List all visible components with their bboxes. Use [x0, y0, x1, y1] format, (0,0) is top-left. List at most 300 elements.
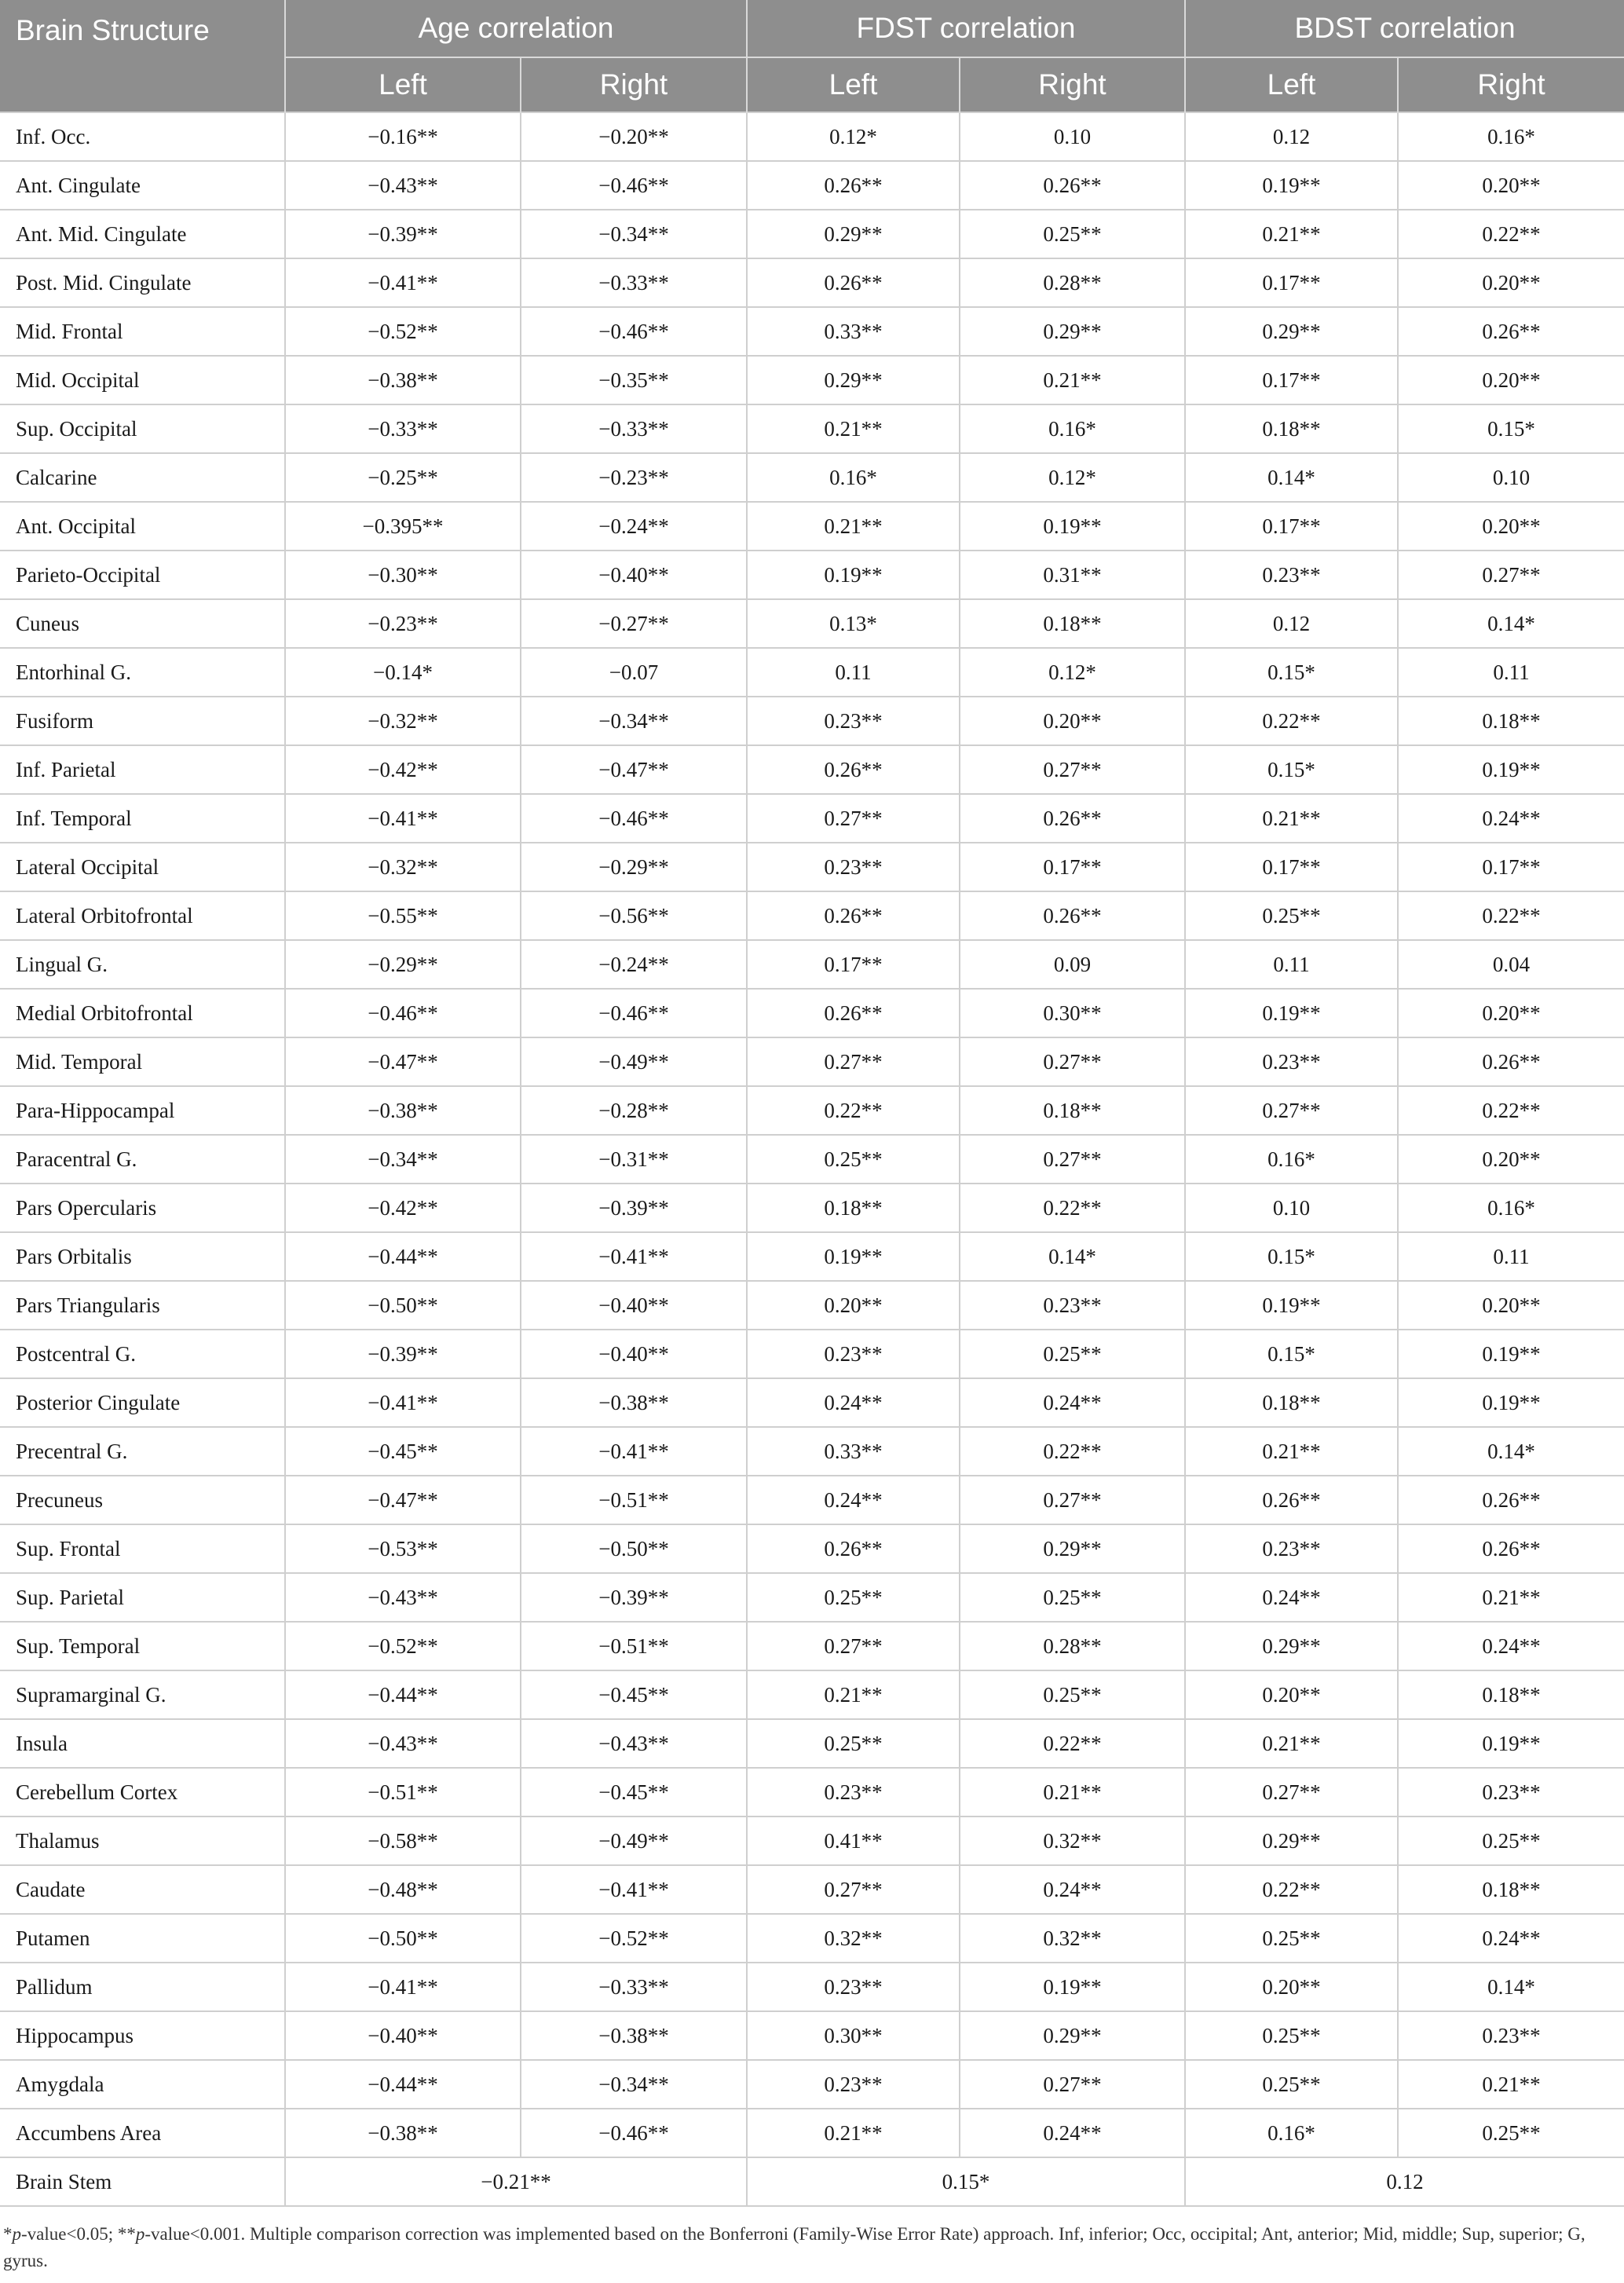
table-row	[0, 2060, 1624, 2109]
correlation-cell: 0.24**	[960, 2109, 1185, 2157]
correlation-cell: 0.21**	[1185, 1719, 1398, 1768]
correlation-cell: −0.48**	[285, 1865, 521, 1914]
correlation-cell: 0.27**	[1185, 1768, 1398, 1817]
correlation-cell: −0.40**	[521, 551, 747, 599]
correlation-cell: −0.50**	[285, 1281, 521, 1330]
table-row	[0, 404, 1624, 453]
correlation-cell: 0.29**	[747, 210, 960, 258]
correlation-cell: −0.23**	[285, 599, 521, 648]
correlation-cell: 0.26**	[747, 891, 960, 940]
correlation-cell: −0.38**	[285, 1086, 521, 1135]
correlation-cell: −0.49**	[521, 1817, 747, 1865]
fdst-left-header: Left	[747, 57, 960, 112]
structure-name-cell: Lateral Occipital	[0, 843, 285, 891]
correlation-cell: 0.21**	[1398, 1573, 1624, 1622]
table-row	[0, 1184, 1624, 1232]
table-row	[0, 794, 1624, 843]
correlation-cell: 0.29**	[1185, 307, 1398, 356]
correlation-cell: −0.30**	[285, 551, 521, 599]
correlation-cell: −0.38**	[285, 356, 521, 404]
correlation-cell: 0.12*	[960, 453, 1185, 502]
structure-name-cell: Inf. Occ.	[0, 112, 285, 161]
correlation-cell: 0.12	[1185, 599, 1398, 648]
correlation-cell: −0.39**	[521, 1573, 747, 1622]
correlation-cell: 0.20**	[1398, 161, 1624, 210]
correlation-cell: −0.51**	[285, 1768, 521, 1817]
correlation-cell: −0.29**	[285, 940, 521, 989]
correlation-cell: 0.20**	[1398, 356, 1624, 404]
correlation-cell: 0.16*	[1185, 2109, 1398, 2157]
correlation-cell: 0.18**	[1185, 404, 1398, 453]
table-row	[0, 1914, 1624, 1963]
correlation-cell: −0.38**	[521, 1378, 747, 1427]
structure-name-cell: Putamen	[0, 1914, 285, 1963]
correlation-cell: 0.27**	[1185, 1086, 1398, 1135]
correlation-cell: −0.32**	[285, 843, 521, 891]
correlation-cell: 0.19**	[1185, 989, 1398, 1037]
correlation-cell: −0.33**	[521, 1963, 747, 2011]
correlation-cell: 0.14*	[1398, 599, 1624, 648]
correlation-cell: 0.09	[960, 940, 1185, 989]
correlation-cell: 0.19**	[960, 502, 1185, 551]
structure-name-cell: Ant. Cingulate	[0, 161, 285, 210]
correlation-cell: 0.26**	[1185, 1476, 1398, 1524]
correlation-cell: −0.42**	[285, 1184, 521, 1232]
correlation-cell: −0.43**	[285, 1719, 521, 1768]
correlation-cell: 0.19**	[1398, 745, 1624, 794]
correlation-cell: −0.24**	[521, 940, 747, 989]
table-row	[0, 1719, 1624, 1768]
correlation-cell: 0.19**	[1398, 1378, 1624, 1427]
table-row	[0, 648, 1624, 697]
footnote-p-1: p	[12, 2224, 21, 2244]
table-body	[0, 112, 1624, 2206]
correlation-cell: 0.24**	[1398, 1622, 1624, 1670]
correlation-cell: 0.27**	[960, 1135, 1185, 1184]
correlation-cell: −0.07	[521, 648, 747, 697]
correlation-cell: 0.19**	[1185, 1281, 1398, 1330]
merged-correlation-cell: 0.12	[1185, 2157, 1624, 2206]
correlation-cell: 0.23**	[747, 697, 960, 745]
correlation-cell: −0.41**	[521, 1865, 747, 1914]
correlation-cell: 0.22**	[960, 1184, 1185, 1232]
correlation-cell: 0.15*	[1185, 1232, 1398, 1281]
correlation-cell: 0.16*	[1398, 1184, 1624, 1232]
structure-name-cell: Pars Orbitalis	[0, 1232, 285, 1281]
correlation-cell: −0.43**	[285, 161, 521, 210]
correlation-cell: 0.11	[1398, 648, 1624, 697]
correlation-cell: 0.27**	[747, 1037, 960, 1086]
table-row	[0, 1281, 1624, 1330]
correlation-cell: 0.18**	[747, 1184, 960, 1232]
correlation-cell: 0.17**	[1185, 258, 1398, 307]
correlation-cell: −0.16**	[285, 112, 521, 161]
table-row	[0, 1476, 1624, 1524]
correlation-cell: 0.25**	[1185, 891, 1398, 940]
bdst-right-header: Right	[1398, 57, 1624, 112]
correlation-cell: 0.25**	[960, 1670, 1185, 1719]
correlation-cell: −0.34**	[521, 2060, 747, 2109]
correlation-cell: −0.41**	[285, 258, 521, 307]
correlation-cell: 0.16*	[747, 453, 960, 502]
correlation-cell: 0.22**	[1398, 1086, 1624, 1135]
correlation-cell: −0.40**	[521, 1330, 747, 1378]
correlation-cell: −0.29**	[521, 843, 747, 891]
correlation-cell: −0.43**	[285, 1573, 521, 1622]
table-row	[0, 1768, 1624, 1817]
table-row	[0, 843, 1624, 891]
correlation-cell: 0.32**	[960, 1914, 1185, 1963]
structure-name-cell: Fusiform	[0, 697, 285, 745]
correlation-cell: 0.20**	[1398, 1135, 1624, 1184]
correlation-cell: −0.46**	[521, 161, 747, 210]
footnote-star-2: **	[117, 2224, 136, 2244]
correlation-cell: 0.25**	[1185, 1914, 1398, 1963]
correlation-cell: 0.29**	[960, 307, 1185, 356]
correlation-cell: 0.12*	[960, 648, 1185, 697]
correlation-cell: 0.18**	[1398, 697, 1624, 745]
correlation-cell: 0.23**	[747, 1963, 960, 2011]
correlation-cell: 0.20**	[1398, 989, 1624, 1037]
structure-name-cell: Ant. Mid. Cingulate	[0, 210, 285, 258]
correlation-cell: 0.17**	[1398, 843, 1624, 891]
table-row	[0, 1232, 1624, 1281]
correlation-cell: 0.29**	[747, 356, 960, 404]
correlation-cell: 0.24**	[747, 1378, 960, 1427]
correlation-cell: −0.39**	[285, 1330, 521, 1378]
structure-name-cell: Post. Mid. Cingulate	[0, 258, 285, 307]
correlation-cell: 0.27**	[960, 1476, 1185, 1524]
structure-name-cell: Insula	[0, 1719, 285, 1768]
correlation-cell: 0.15*	[1398, 404, 1624, 453]
correlation-cell: 0.20**	[1398, 502, 1624, 551]
correlation-cell: −0.46**	[521, 307, 747, 356]
table-row	[0, 1378, 1624, 1427]
structure-name-cell: Postcentral G.	[0, 1330, 285, 1378]
correlation-cell: −0.47**	[521, 745, 747, 794]
correlation-cell: 0.29**	[1185, 1622, 1398, 1670]
fdst-correlation-header: FDST correlation	[747, 0, 1185, 57]
correlation-cell: 0.25**	[1398, 2109, 1624, 2157]
table-row	[0, 1524, 1624, 1573]
bdst-correlation-header: BDST correlation	[1185, 0, 1624, 57]
correlation-cell: 0.30**	[960, 989, 1185, 1037]
correlation-cell: −0.43**	[521, 1719, 747, 1768]
correlation-cell: −0.44**	[285, 2060, 521, 2109]
correlation-cell: −0.52**	[521, 1914, 747, 1963]
structure-name-cell: Calcarine	[0, 453, 285, 502]
correlation-cell: 0.31**	[960, 551, 1185, 599]
structure-name-cell: Mid. Occipital	[0, 356, 285, 404]
age-left-header: Left	[285, 57, 521, 112]
correlation-cell: 0.25**	[960, 1573, 1185, 1622]
correlation-cell: 0.19**	[1398, 1330, 1624, 1378]
correlation-cell: 0.24**	[1398, 794, 1624, 843]
bdst-left-header: Left	[1185, 57, 1398, 112]
footnote-text-1: -value<0.05;	[21, 2224, 118, 2244]
correlation-cell: 0.27**	[960, 745, 1185, 794]
correlation-cell: 0.22**	[1185, 697, 1398, 745]
correlation-cell: 0.25**	[1398, 1817, 1624, 1865]
correlation-cell: 0.19**	[1398, 1719, 1624, 1768]
correlation-cell: −0.41**	[285, 1963, 521, 2011]
correlation-cell: 0.17**	[1185, 843, 1398, 891]
structure-name-cell: Medial Orbitofrontal	[0, 989, 285, 1037]
correlation-cell: 0.15*	[1185, 745, 1398, 794]
correlation-cell: 0.15*	[1185, 648, 1398, 697]
correlation-cell: 0.22**	[1185, 1865, 1398, 1914]
structure-name-cell: Pars Opercularis	[0, 1184, 285, 1232]
correlation-cell: −0.28**	[521, 1086, 747, 1135]
correlation-cell: 0.24**	[1398, 1914, 1624, 1963]
correlation-cell: 0.28**	[960, 258, 1185, 307]
correlation-cell: 0.17**	[1185, 502, 1398, 551]
table-row	[0, 1963, 1624, 2011]
table-row	[0, 1622, 1624, 1670]
correlation-cell: −0.49**	[521, 1037, 747, 1086]
correlation-cell: 0.12*	[747, 112, 960, 161]
correlation-cell: −0.38**	[285, 2109, 521, 2157]
structure-name-cell: Thalamus	[0, 1817, 285, 1865]
correlation-cell: 0.32**	[960, 1817, 1185, 1865]
correlation-cell: 0.24**	[1185, 1573, 1398, 1622]
correlation-cell: 0.21**	[747, 2109, 960, 2157]
correlation-cell: 0.10	[1185, 1184, 1398, 1232]
structure-name-cell: Brain Stem	[0, 2157, 285, 2206]
correlation-cell: −0.34**	[521, 697, 747, 745]
table-row	[0, 1865, 1624, 1914]
correlation-cell: 0.26**	[960, 794, 1185, 843]
structure-name-cell: Sup. Frontal	[0, 1524, 285, 1573]
correlation-cell: 0.21**	[960, 356, 1185, 404]
correlation-cell: 0.27**	[1398, 551, 1624, 599]
correlation-cell: 0.27**	[960, 2060, 1185, 2109]
correlation-cell: 0.21**	[960, 1768, 1185, 1817]
correlation-cell: 0.20**	[960, 697, 1185, 745]
structure-name-cell: Sup. Occipital	[0, 404, 285, 453]
table-row	[0, 161, 1624, 210]
correlation-cell: −0.52**	[285, 307, 521, 356]
table-row	[0, 940, 1624, 989]
correlation-cell: 0.33**	[747, 307, 960, 356]
correlation-cell: 0.22**	[1398, 891, 1624, 940]
table-row	[0, 599, 1624, 648]
correlation-cell: 0.25**	[747, 1573, 960, 1622]
correlation-cell: −0.55**	[285, 891, 521, 940]
correlation-cell: 0.25**	[747, 1719, 960, 1768]
table-row	[0, 1135, 1624, 1184]
correlation-cell: 0.21**	[747, 502, 960, 551]
correlation-cell: −0.39**	[285, 210, 521, 258]
correlation-cell: 0.04	[1398, 940, 1624, 989]
correlation-cell: 0.16*	[1185, 1135, 1398, 1184]
correlation-cell: −0.51**	[521, 1476, 747, 1524]
correlation-cell: −0.41**	[285, 1378, 521, 1427]
correlation-cell: 0.26**	[1398, 307, 1624, 356]
correlation-cell: 0.26**	[1398, 1476, 1624, 1524]
structure-name-cell: Posterior Cingulate	[0, 1378, 285, 1427]
correlation-cell: 0.23**	[1398, 1768, 1624, 1817]
correlation-cell: 0.28**	[960, 1622, 1185, 1670]
correlation-cell: 0.27**	[747, 1622, 960, 1670]
table-row	[0, 502, 1624, 551]
correlation-cell: 0.11	[747, 648, 960, 697]
correlation-cell: −0.32**	[285, 697, 521, 745]
correlation-cell: −0.38**	[521, 2011, 747, 2060]
correlation-cell: 0.14*	[1398, 1427, 1624, 1476]
structure-name-cell: Cerebellum Cortex	[0, 1768, 285, 1817]
correlation-cell: −0.46**	[285, 989, 521, 1037]
correlation-cell: −0.45**	[521, 1768, 747, 1817]
table-row	[0, 745, 1624, 794]
correlation-cell: 0.26**	[747, 989, 960, 1037]
correlation-cell: −0.52**	[285, 1622, 521, 1670]
table-row	[0, 1427, 1624, 1476]
correlation-cell: 0.30**	[747, 2011, 960, 2060]
structure-name-cell: Para-Hippocampal	[0, 1086, 285, 1135]
correlation-cell: 0.18**	[960, 1086, 1185, 1135]
correlation-cell: −0.41**	[285, 794, 521, 843]
structure-name-cell: Pallidum	[0, 1963, 285, 2011]
table-row-brain-stem	[0, 2157, 1624, 2206]
table-row	[0, 1330, 1624, 1378]
structure-name-cell: Cuneus	[0, 599, 285, 648]
correlation-cell: 0.19**	[747, 1232, 960, 1281]
correlation-cell: 0.29**	[960, 1524, 1185, 1573]
structure-name-cell: Amygdala	[0, 2060, 285, 2109]
correlation-cell: −0.41**	[521, 1232, 747, 1281]
correlation-cell: 0.27**	[960, 1037, 1185, 1086]
table-row	[0, 1817, 1624, 1865]
correlation-cell: 0.21**	[1185, 1427, 1398, 1476]
correlation-cell: 0.29**	[960, 2011, 1185, 2060]
table-row	[0, 1670, 1624, 1719]
correlation-cell: 0.23**	[1185, 551, 1398, 599]
footnote-p-2: p	[135, 2224, 145, 2244]
correlation-cell: 0.21**	[1185, 794, 1398, 843]
fdst-right-header: Right	[960, 57, 1185, 112]
correlation-cell: 0.23**	[747, 2060, 960, 2109]
table-row	[0, 307, 1624, 356]
correlation-cell: −0.42**	[285, 745, 521, 794]
correlation-cell: −0.33**	[285, 404, 521, 453]
correlation-cell: 0.18**	[960, 599, 1185, 648]
correlation-cell: 0.26**	[960, 891, 1185, 940]
age-right-header: Right	[521, 57, 747, 112]
correlation-cell: −0.51**	[521, 1622, 747, 1670]
table-footnote	[0, 2207, 1624, 2274]
correlation-cell: −0.47**	[285, 1037, 521, 1086]
correlation-cell: 0.21**	[1398, 2060, 1624, 2109]
correlation-cell: 0.41**	[747, 1817, 960, 1865]
correlation-cell: 0.13*	[747, 599, 960, 648]
correlation-cell: −0.23**	[521, 453, 747, 502]
correlation-cell: −0.34**	[285, 1135, 521, 1184]
correlation-cell: 0.21**	[747, 1670, 960, 1719]
correlation-cell: 0.33**	[747, 1427, 960, 1476]
correlation-cell: 0.22**	[960, 1427, 1185, 1476]
age-correlation-header: Age correlation	[285, 0, 747, 57]
correlation-cell: 0.26**	[1398, 1524, 1624, 1573]
structure-name-cell: Hippocampus	[0, 2011, 285, 2060]
correlation-cell: −0.33**	[521, 258, 747, 307]
correlation-cell: 0.21**	[747, 404, 960, 453]
correlation-cell: −0.46**	[521, 989, 747, 1037]
correlation-cell: 0.22**	[1398, 210, 1624, 258]
footnote-star-1: *	[3, 2224, 13, 2244]
table-row	[0, 1086, 1624, 1135]
table-row	[0, 1573, 1624, 1622]
table-row	[0, 891, 1624, 940]
correlation-cell: −0.25**	[285, 453, 521, 502]
correlation-cell: 0.20**	[1185, 1670, 1398, 1719]
correlation-cell: 0.32**	[747, 1914, 960, 1963]
correlation-cell: 0.23**	[1398, 2011, 1624, 2060]
correlation-cell: 0.26**	[1398, 1037, 1624, 1086]
correlation-cell: 0.15*	[1185, 1330, 1398, 1378]
table-row	[0, 2011, 1624, 2060]
correlation-cell: 0.20**	[1398, 1281, 1624, 1330]
correlation-cell: −0.56**	[521, 891, 747, 940]
correlation-cell: 0.23**	[747, 1768, 960, 1817]
correlation-cell: −0.45**	[521, 1670, 747, 1719]
correlation-cell: −0.46**	[521, 794, 747, 843]
table-row	[0, 989, 1624, 1037]
correlation-cell: 0.26**	[960, 161, 1185, 210]
footnote-text-2: -value<0.001. Multiple comparison correction was implemented based on the Bonferroni (Family-Wise Error Rate) approach. Inf, inferior; Occ, occipital; Ant, anterior; Mid, middle; Sup, superior; G, gyrus.	[3, 2224, 1586, 2270]
brain-structure-header: Brain Structure	[0, 0, 285, 112]
structure-name-cell: Mid. Frontal	[0, 307, 285, 356]
correlation-cell: −0.14*	[285, 648, 521, 697]
correlation-cell: −0.39**	[521, 1184, 747, 1232]
correlation-cell: −0.27**	[521, 599, 747, 648]
structure-name-cell: Sup. Temporal	[0, 1622, 285, 1670]
structure-name-cell: Caudate	[0, 1865, 285, 1914]
correlation-cell: 0.23**	[960, 1281, 1185, 1330]
table-row	[0, 112, 1624, 161]
correlation-cell: 0.16*	[1398, 112, 1624, 161]
correlation-cell: 0.25**	[1185, 2060, 1398, 2109]
correlation-cell: −0.50**	[521, 1524, 747, 1573]
correlation-cell: 0.26**	[747, 161, 960, 210]
structure-name-cell: Lingual G.	[0, 940, 285, 989]
table-row	[0, 356, 1624, 404]
table-header	[0, 0, 1624, 112]
table-row	[0, 453, 1624, 502]
correlation-cell: 0.18**	[1185, 1378, 1398, 1427]
table-row	[0, 551, 1624, 599]
correlation-cell: −0.40**	[285, 2011, 521, 2060]
structure-name-cell: Ant. Occipital	[0, 502, 285, 551]
correlation-cell: 0.26**	[747, 745, 960, 794]
correlation-cell: 0.19**	[960, 1963, 1185, 2011]
table-row	[0, 697, 1624, 745]
correlation-cell: 0.10	[960, 112, 1185, 161]
correlation-cell: −0.47**	[285, 1476, 521, 1524]
correlation-cell: 0.14*	[960, 1232, 1185, 1281]
structure-name-cell: Paracentral G.	[0, 1135, 285, 1184]
table-row	[0, 210, 1624, 258]
correlation-cell: 0.19**	[747, 551, 960, 599]
correlation-cell: 0.24**	[960, 1865, 1185, 1914]
correlation-cell: 0.27**	[747, 1865, 960, 1914]
correlation-cell: 0.12	[1185, 112, 1398, 161]
correlation-cell: 0.20**	[747, 1281, 960, 1330]
table-row	[0, 258, 1624, 307]
correlation-cell: 0.10	[1398, 453, 1624, 502]
structure-name-cell: Mid. Temporal	[0, 1037, 285, 1086]
correlation-cell: −0.45**	[285, 1427, 521, 1476]
